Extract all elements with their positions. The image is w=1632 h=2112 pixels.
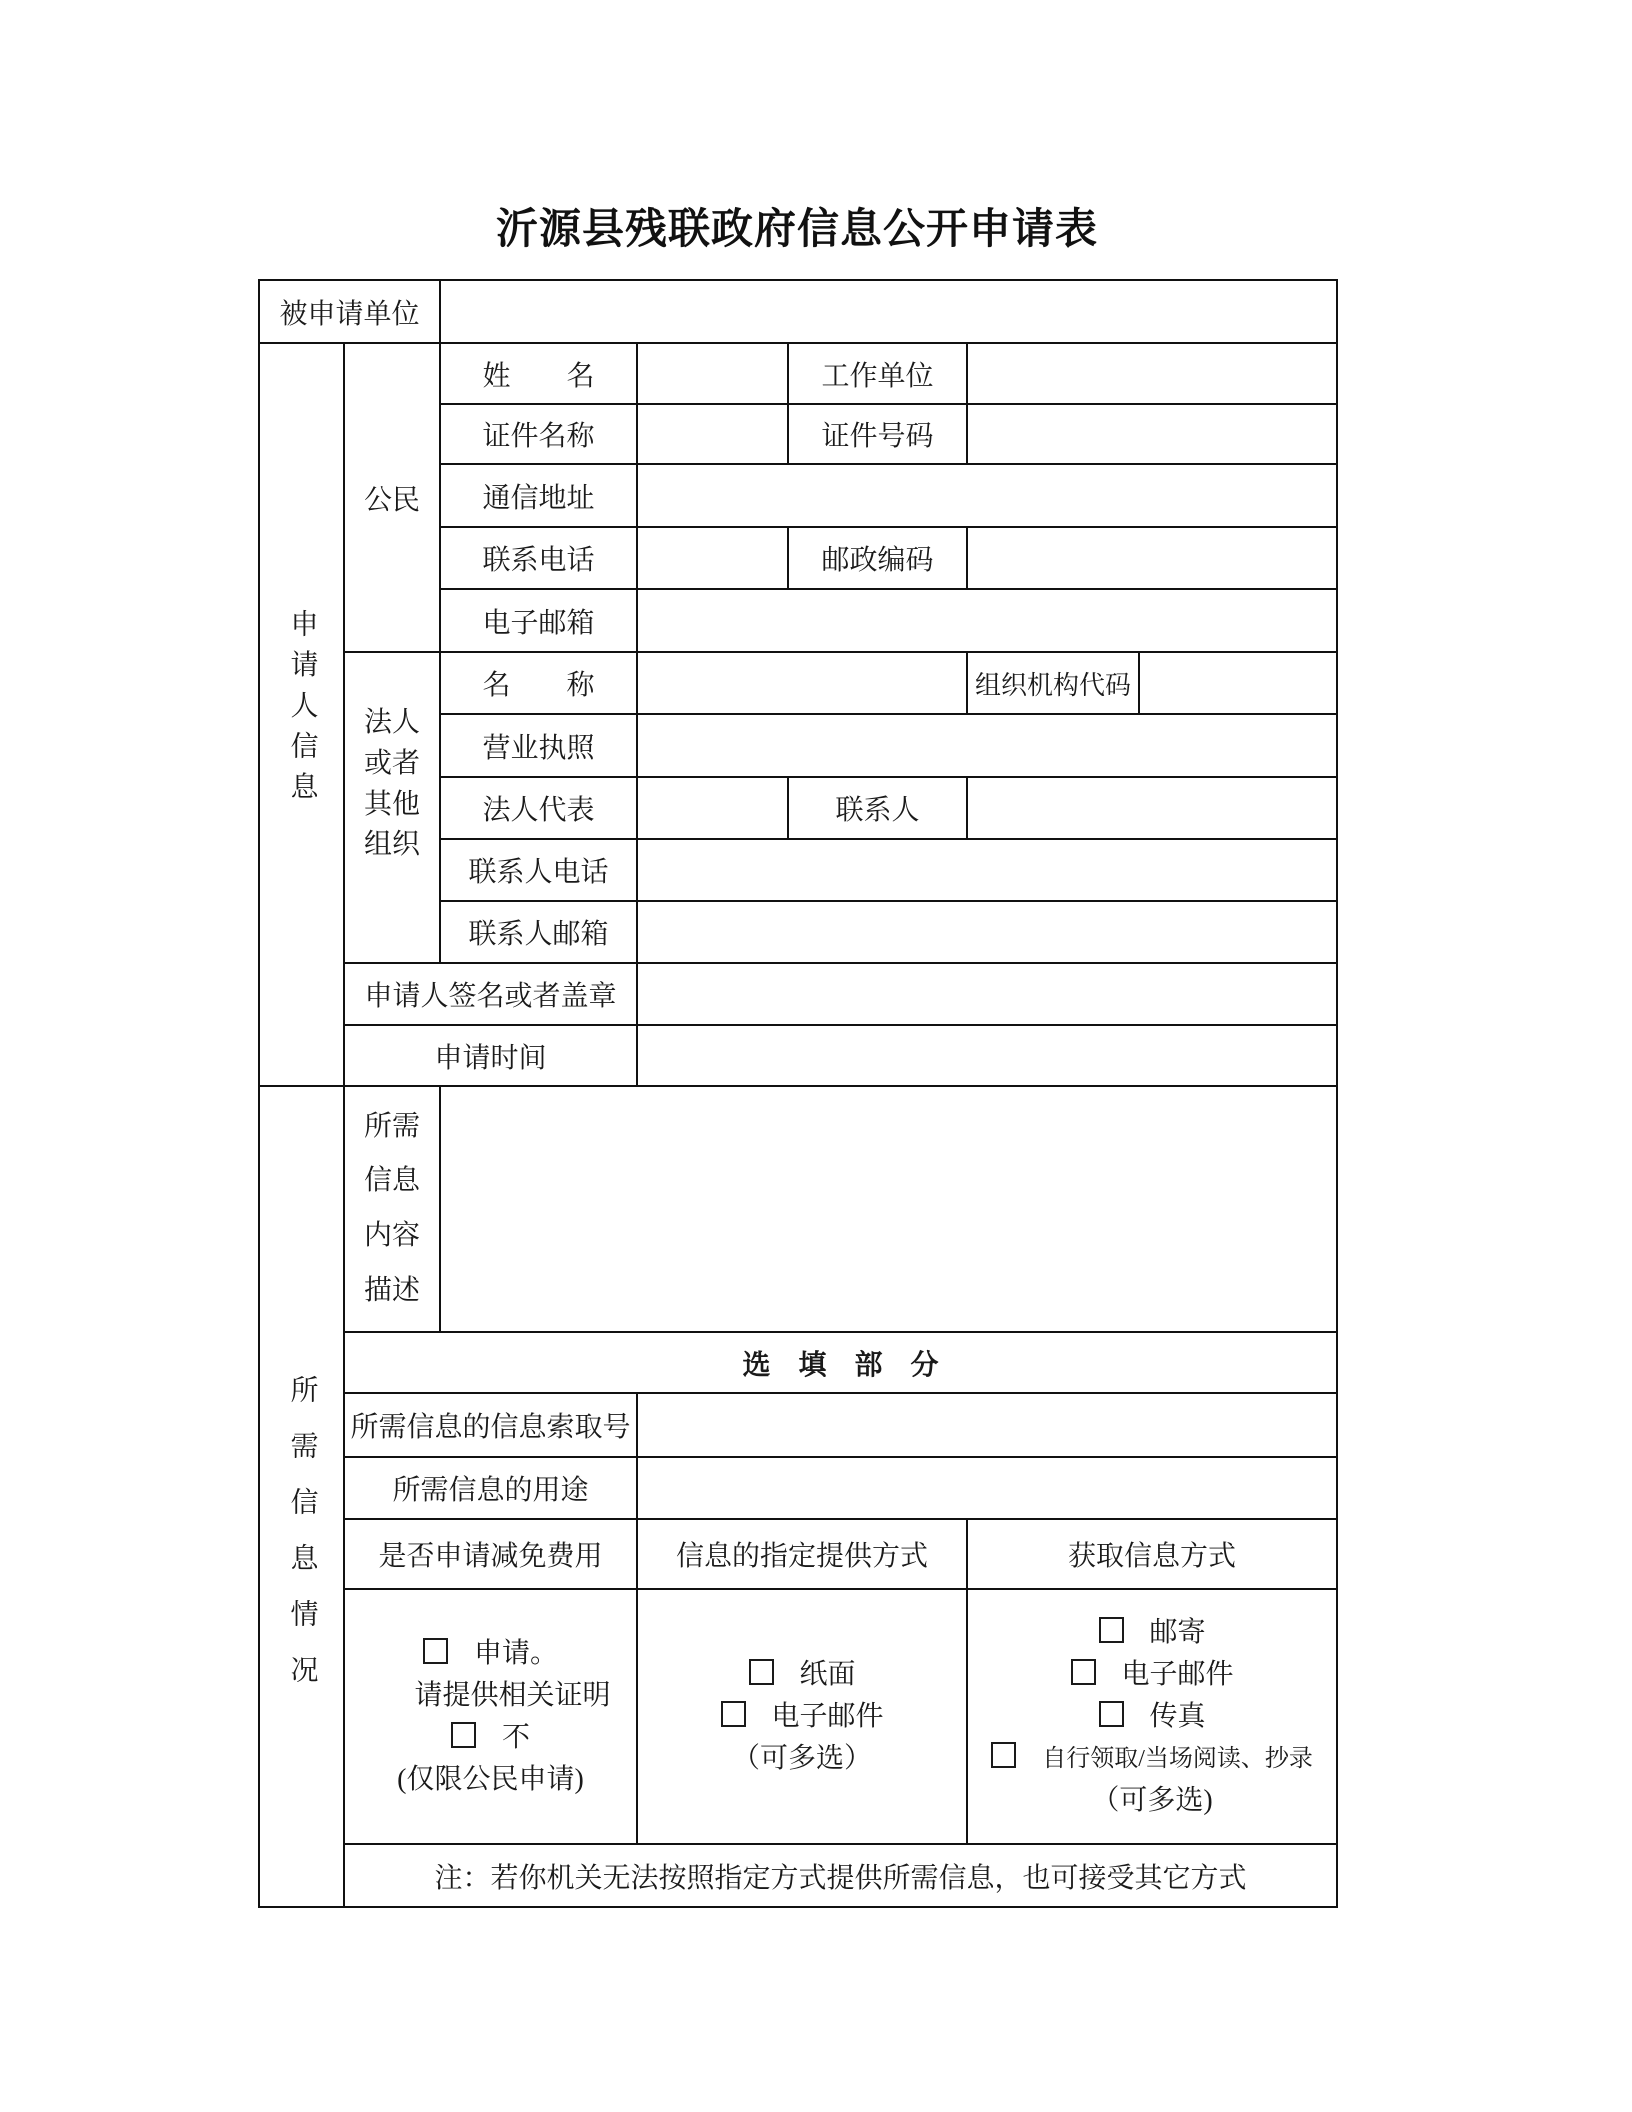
field-value-phone[interactable] bbox=[637, 527, 788, 589]
field-label-apply-time: 申请时间 bbox=[344, 1025, 637, 1086]
section-label-required-info: 所需信息情况 bbox=[259, 1086, 344, 1907]
option-note-multi-select bbox=[968, 1780, 1336, 1822]
option-note-multi-select bbox=[638, 1738, 966, 1780]
option-paper bbox=[638, 1654, 966, 1696]
field-value-address[interactable] bbox=[637, 464, 1337, 527]
field-value-applied-unit[interactable] bbox=[440, 280, 1337, 343]
checkbox-no-waiver[interactable] bbox=[451, 1722, 476, 1748]
checkbox-paper[interactable] bbox=[749, 1659, 774, 1685]
option-label: 电子邮件 bbox=[1121, 1658, 1234, 1690]
field-label-contact-person: 联系人 bbox=[788, 777, 967, 839]
field-value-org-name[interactable] bbox=[637, 652, 967, 714]
provide-method-options bbox=[637, 1589, 967, 1844]
checkbox-apply-waiver[interactable] bbox=[423, 1638, 448, 1664]
option-email-provide bbox=[638, 1696, 966, 1738]
field-label-email: 电子邮箱 bbox=[440, 589, 637, 652]
field-value-apply-time[interactable] bbox=[637, 1025, 1337, 1086]
field-label-contact-email: 联系人邮箱 bbox=[440, 901, 637, 963]
field-label-postal-code: 邮政编码 bbox=[788, 527, 967, 589]
checkbox-mail[interactable] bbox=[1099, 1617, 1124, 1643]
checkbox-email-obtain[interactable] bbox=[1071, 1659, 1096, 1685]
field-label-contact-phone: 联系人电话 bbox=[440, 839, 637, 901]
section-header-optional-part: 选 填 部 分 bbox=[344, 1332, 1337, 1393]
option-note-label: (仅限公民申请) bbox=[397, 1763, 584, 1795]
field-label-applied-unit: 被申请单位 bbox=[259, 280, 440, 343]
column-header-obtain-method: 获取信息方式 bbox=[967, 1519, 1337, 1589]
section-label-legal-org: 法人或者其他组织 bbox=[344, 652, 440, 963]
field-value-signature[interactable] bbox=[637, 963, 1337, 1025]
column-header-fee-waiver: 是否申请减免费用 bbox=[344, 1519, 637, 1589]
field-label-work-unit: 工作单位 bbox=[788, 343, 967, 404]
field-value-id-number[interactable] bbox=[967, 404, 1337, 464]
option-label: 邮寄 bbox=[1149, 1616, 1206, 1648]
option-email-obtain bbox=[968, 1654, 1336, 1696]
option-note-label: （可多选） bbox=[732, 1742, 873, 1774]
field-value-id-type[interactable] bbox=[637, 404, 788, 464]
field-label-business-license: 营业执照 bbox=[440, 714, 637, 777]
option-mail bbox=[968, 1612, 1336, 1654]
option-label: 自行领取/当场阅读、抄录 bbox=[1042, 1745, 1313, 1772]
field-value-work-unit[interactable] bbox=[967, 343, 1337, 404]
field-label-id-type: 证件名称 bbox=[440, 404, 637, 464]
field-value-contact-person[interactable] bbox=[967, 777, 1337, 839]
field-label-info-usage: 所需信息的用途 bbox=[344, 1457, 637, 1519]
field-value-org-code[interactable] bbox=[1139, 652, 1337, 714]
field-label-legal-rep: 法人代表 bbox=[440, 777, 637, 839]
field-value-business-license[interactable] bbox=[637, 714, 1337, 777]
field-label-name: 姓 名 bbox=[440, 343, 637, 404]
field-label-address: 通信地址 bbox=[440, 464, 637, 527]
checkbox-fax[interactable] bbox=[1099, 1701, 1124, 1727]
field-value-info-usage[interactable] bbox=[637, 1457, 1337, 1519]
option-label: 传真 bbox=[1149, 1700, 1206, 1732]
checkbox-self-pickup[interactable] bbox=[991, 1742, 1016, 1768]
obtain-method-options bbox=[967, 1589, 1337, 1844]
option-label: 纸面 bbox=[799, 1658, 856, 1690]
field-value-info-desc[interactable] bbox=[440, 1086, 1337, 1332]
field-label-org-name: 名 称 bbox=[440, 652, 637, 714]
application-form-table bbox=[258, 279, 1338, 1908]
option-note-citizen-only bbox=[345, 1759, 636, 1801]
option-label: 电子邮件 bbox=[771, 1700, 884, 1732]
option-label: 申请。 bbox=[474, 1637, 559, 1669]
field-label-info-desc: 所需信息内容描述 bbox=[344, 1086, 440, 1332]
field-label-phone: 联系电话 bbox=[440, 527, 637, 589]
option-label: 不 bbox=[502, 1721, 531, 1753]
field-value-postal-code[interactable] bbox=[967, 527, 1337, 589]
field-label-signature: 申请人签名或者盖章 bbox=[344, 963, 637, 1025]
fee-waiver-options bbox=[344, 1589, 637, 1844]
field-value-info-index[interactable] bbox=[637, 1393, 1337, 1457]
field-value-contact-phone[interactable] bbox=[637, 839, 1337, 901]
option-no-waiver bbox=[345, 1717, 636, 1759]
field-value-name[interactable] bbox=[637, 343, 788, 404]
option-note-provide-proof bbox=[345, 1675, 636, 1717]
field-value-contact-email[interactable] bbox=[637, 901, 1337, 963]
page-title: 沂源县残联政府信息公开申请表 bbox=[495, 207, 1098, 253]
option-apply-waiver bbox=[345, 1633, 636, 1675]
field-value-legal-rep[interactable] bbox=[637, 777, 788, 839]
option-fax bbox=[968, 1696, 1336, 1738]
option-note-label: （可多选) bbox=[1091, 1784, 1213, 1816]
form-note: 注：若你机关无法按照指定方式提供所需信息，也可接受其它方式 bbox=[344, 1844, 1337, 1907]
column-header-provide-method: 信息的指定提供方式 bbox=[637, 1519, 967, 1589]
section-label-applicant-info: 申请人信息 bbox=[259, 343, 344, 1086]
section-label-citizen: 公民 bbox=[344, 343, 440, 652]
field-label-org-code: 组织机构代码 bbox=[967, 652, 1139, 714]
checkbox-email-provide[interactable] bbox=[721, 1701, 746, 1727]
field-label-id-number: 证件号码 bbox=[788, 404, 967, 464]
option-self-pickup bbox=[968, 1738, 1336, 1780]
field-label-info-index: 所需信息的信息索取号 bbox=[344, 1393, 637, 1457]
option-note-label: 请提供相关证明 bbox=[414, 1679, 611, 1711]
field-value-email[interactable] bbox=[637, 589, 1337, 652]
